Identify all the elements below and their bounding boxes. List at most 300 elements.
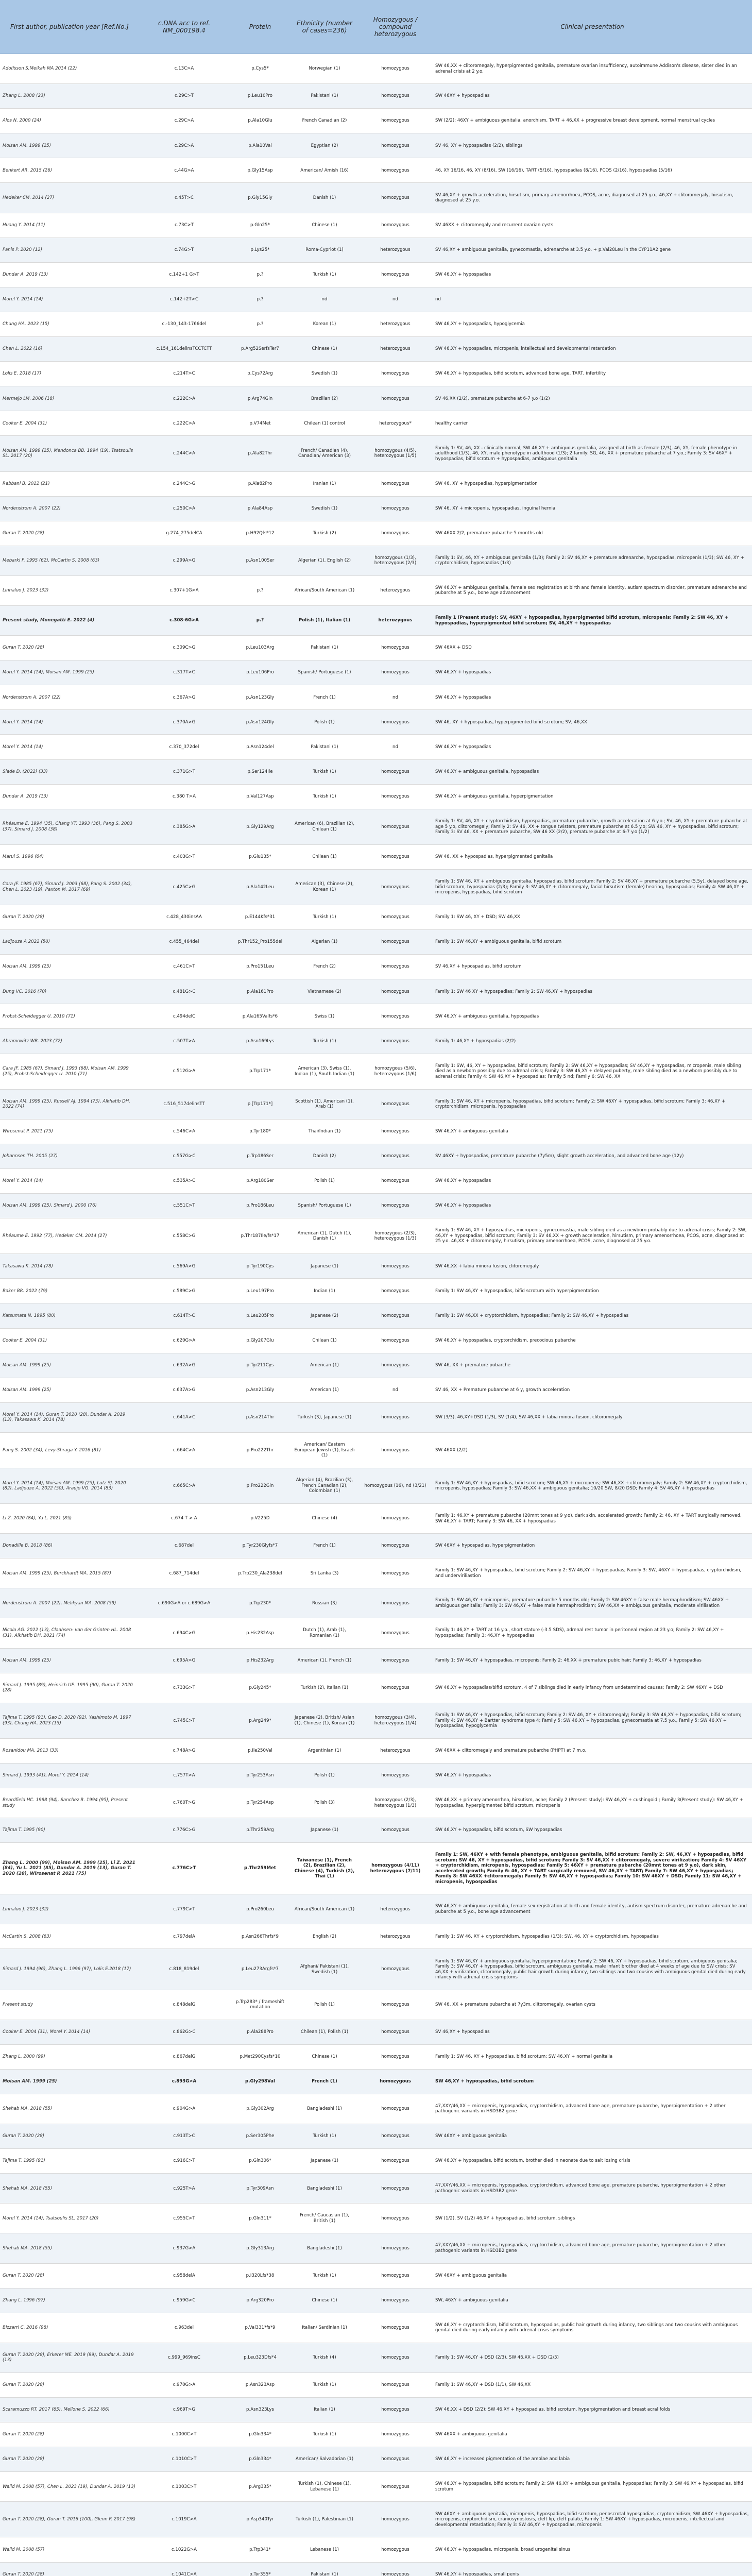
author-cell: Moisan AM. 1999 (25) (0, 1378, 139, 1402)
zygosity-cell: homozygous (2/3), heterozygous (1/3) (358, 1788, 433, 1818)
dna-cell: c.641A>C (139, 1402, 229, 1432)
table-row (0, 287, 752, 312)
author-cell: Dundar A. 2019 (13) (0, 784, 139, 809)
clinical-cell: SV 46,XX (2/2), premature pubarche at 6-7 y.o (1/2) (433, 386, 752, 411)
clinical-cell: SW 46,XY + cryptorchidism, bifid scrotum, hypospadias, public hair growth during infancy, two siblings and two cousins with ambiguous genital died during early infancy with adrenal crisis symptoms (433, 2313, 752, 2343)
protein-cell: p.Leu323Dfs*4 (229, 2343, 291, 2372)
zygosity-cell: homozygous (358, 2263, 433, 2288)
author-cell: Cooker E. 2004 (31) (0, 1328, 139, 1353)
table-row (0, 735, 752, 759)
table-row (0, 1468, 752, 1503)
protein-cell: p.I320Lfs*38 (229, 2263, 291, 2288)
ethnicity-cell: Polish (1) (291, 710, 358, 735)
ethnicity-cell: Turkish (1) (291, 759, 358, 784)
table-row (0, 183, 752, 213)
protein-cell: p.Trp186Ser (229, 1144, 291, 1168)
clinical-cell: Family 1: SW 46, XY + DSD; SW 46,XX (433, 905, 752, 930)
zygosity-cell: homozygous (358, 759, 433, 784)
protein-cell: p.Ser124Ile (229, 759, 291, 784)
zygosity-cell: homozygous (358, 1089, 433, 1119)
table-row (0, 133, 752, 158)
author-cell: Beardfield HC. 1998 (94), Sanchez R. 1994 (95), Present study (0, 1788, 139, 1818)
ethnicity-cell: Korean (1) (291, 312, 358, 336)
clinical-cell: SW 46,XY + hypospadias (433, 1763, 752, 1788)
protein-cell: p.Ala142Leu (229, 869, 291, 905)
table-row (0, 636, 752, 660)
author-cell: Morel Y. 2014 (14) (0, 287, 139, 312)
zygosity-cell: homozygous (5/6), heterozygous (1/6) (358, 1054, 433, 1089)
dna-cell: c.569A>G (139, 1254, 229, 1279)
author-cell: Slade D. (2022) (33) (0, 759, 139, 784)
clinical-cell: Family 1: 46,XY + hypospadias (2/2) (433, 1029, 752, 1054)
header-dna: c.DNA acc to ref. NM_000198.4 (139, 0, 229, 54)
protein-cell: p.Asn266Thrfs*9 (229, 1924, 291, 1949)
author-cell: Linnaluo J. 2023 (32) (0, 1894, 139, 1924)
ethnicity-cell: Pakistani (1) (291, 636, 358, 660)
table-row (0, 109, 752, 133)
dna-cell: c.665C>A (139, 1468, 229, 1503)
clinical-cell: Family 1: SW 46 XY + hypospadias; Family 2: SW 46,XY + hypospadias (433, 979, 752, 1004)
protein-cell: p.Asn323Lys (229, 2397, 291, 2422)
dna-cell: c.385G>A (139, 809, 229, 844)
clinical-cell: SW 46,XY + hypospadias, small penis (433, 2562, 752, 2576)
table-row (0, 1788, 752, 1818)
zygosity-cell: homozygous (1/3), heterozygous (2/3) (358, 546, 433, 575)
ethnicity-cell: French (1) (291, 2069, 358, 2094)
ethnicity-cell: Pakistani (1) (291, 84, 358, 109)
ethnicity-cell: American (1) (291, 1353, 358, 1378)
protein-cell: p.Gln25* (229, 213, 291, 238)
zygosity-cell: homozygous (358, 109, 433, 133)
zygosity-cell: homozygous (358, 1432, 433, 1468)
clinical-cell: Family 1: SV, 46, XY + ambiguous genitalia (1/3); Family 2: SV 46,XY + premature adrenarche, hypospadias, micropenis (1/3); SW 46, XY + cryptorchidism, hypospadias (1/3) (433, 546, 752, 575)
clinical-cell: SW 46, XX + hypospadias, hyperpigmented genitalia (433, 844, 752, 869)
ethnicity-cell: French/ Canadian (4), Canadian/ American (3) (291, 436, 358, 471)
zygosity-cell: homozygous (358, 1763, 433, 1788)
author-cell: Pang S. 2002 (34), Levy-Shraga Y. 2016 (81) (0, 1432, 139, 1468)
clinical-cell: SW 46,XY + hypospadias (433, 1194, 752, 1218)
ethnicity-cell: Turkish (1) (291, 1029, 358, 1054)
table-row (0, 1168, 752, 1193)
author-cell: Walid M. 2008 (57) (0, 2537, 139, 2562)
author-cell: Moisan AM. 1999 (25) (0, 1648, 139, 1673)
table-row (0, 1119, 752, 1144)
zygosity-cell: homozygous (358, 955, 433, 979)
ethnicity-cell: Iranian (1) (291, 471, 358, 496)
table-row (0, 1990, 752, 2020)
ethnicity-cell: Lebanese (1) (291, 2537, 358, 2562)
ethnicity-cell: Thai/Indian (1) (291, 1119, 358, 1144)
protein-cell: p.Arg320Pro (229, 2288, 291, 2313)
author-cell: Wirosenat P. 2021 (75) (0, 1119, 139, 1144)
protein-cell: p.Pro186Leu (229, 1194, 291, 1218)
author-cell: Adolfsson S,Meikah MA 2014 (22) (0, 54, 139, 84)
protein-cell: p.Pro222Thr (229, 1432, 291, 1468)
dna-cell: c.664C>A (139, 1432, 229, 1468)
ethnicity-cell: Swedish (1) (291, 362, 358, 386)
table-row (0, 979, 752, 1004)
ethnicity-cell: Turkish (2), Italian (1) (291, 1673, 358, 1703)
protein-cell: p.? (229, 312, 291, 336)
author-cell: Cara JF. 1985 (67), Simard J. 2003 (68), Pang S. 2002 (34), Chen L. 2023 (19), Paxton M. 2017 (69) (0, 869, 139, 905)
clinical-cell: SW 46,XX + clitoromegaly, hyperpigmented genitalia, premature ovarian insufficiency, autoimmune Addison's disease, sister died in an adrenal crisis at 2 y.o. (433, 54, 752, 84)
author-cell: Li Z. 2020 (84), Yu L. 2021 (85) (0, 1504, 139, 1534)
protein-cell: p.Ala288Pro (229, 2020, 291, 2044)
clinical-cell: SW 46,XY + hypospadias, bifid scrotum, SW hypospadias (433, 1818, 752, 1843)
table-row (0, 905, 752, 930)
clinical-cell: Family 1: SW 46, XY + hypospadias, micropenis, gynecomastia, male sibling died as a newborn probably due to adrenal crisis; Family 2: SW, 46,XY + hypospadias, bifid scrotum; Family 3: SV 46,XX + growth acceleration, hirsutism, primary amenorrhoea, PCOS, acne, diagnosed at 25 y.o. 46,XX + clitoromegaly, hirsutism, primary amenorrhoea, PCOS, acne, diagnosed at 25 y.o. (433, 1218, 752, 1254)
protein-cell: p.His232Asp (229, 1618, 291, 1648)
ethnicity-cell: Pakistani (1) (291, 2562, 358, 2576)
dna-cell: c.29C>A (139, 109, 229, 133)
ethnicity-cell: Japanese (1) (291, 1254, 358, 1279)
zygosity-cell: homozygous (358, 1588, 433, 1618)
dna-cell: c.779C>T (139, 1894, 229, 1924)
table-row (0, 784, 752, 809)
clinical-cell: 46, XY 16/16, 46, XY (8/16), SW (16/16), TART (5/16), hypospadias (8/16), PCOS (2/16), hypospadias (5/16) (433, 158, 752, 183)
ethnicity-cell: Chilean (1) (291, 844, 358, 869)
table-row (0, 546, 752, 575)
zygosity-cell: heterozygous (358, 1894, 433, 1924)
table-body (0, 54, 752, 2576)
zygosity-cell: homozygous (358, 1254, 433, 1279)
table-row (0, 2343, 752, 2372)
protein-cell: p.Thr259Arg (229, 1818, 291, 1843)
author-cell: Moisan AM. 1999 (25), Burckhardt MA. 2015 (87) (0, 1558, 139, 1588)
clinical-cell: SW 46,XY + hypospadias, hypoglycemia (433, 312, 752, 336)
zygosity-cell: homozygous (358, 1402, 433, 1432)
protein-cell: p.Arg74Gln (229, 386, 291, 411)
ethnicity-cell: Chinese (1) (291, 337, 358, 362)
author-cell: Mebarki F. 1995 (62), McCartin S. 2008 (63) (0, 546, 139, 575)
table-row (0, 1303, 752, 1328)
table-row (0, 471, 752, 496)
clinical-cell: SW 46,XY + hypospadias (433, 735, 752, 759)
protein-cell: p.Val331*fs*9 (229, 2313, 291, 2343)
zygosity-cell: homozygous (358, 1119, 433, 1144)
zygosity-cell: homozygous (358, 2204, 433, 2233)
ethnicity-cell: Polish (1) (291, 1990, 358, 2020)
zygosity-cell: heterozygous (358, 312, 433, 336)
protein-cell: p.Gly298Val (229, 2069, 291, 2094)
author-cell: Zhang L. 2000 (99), Moisan AM. 1999 (25), Li Z. 2021 (84), Yu L. 2021 (85), Dundar A. 2019 (13), Guran T. 2020 (28), Wirosenat P. 2021 (75) (0, 1843, 139, 1894)
author-cell: Cooker E. 2004 (31), Morel Y. 2014 (14) (0, 2020, 139, 2044)
table-row (0, 1353, 752, 1378)
author-cell: Rhéaume E. 1992 (77), Hedeker CM. 2014 (27) (0, 1218, 139, 1254)
table-row (0, 496, 752, 521)
dna-cell: c.958delA (139, 2263, 229, 2288)
protein-cell: p.Arg180Ser (229, 1168, 291, 1193)
table-row (0, 1432, 752, 1468)
table-row (0, 1218, 752, 1254)
zygosity-cell: homozygous (358, 2149, 433, 2174)
table-row (0, 2397, 752, 2422)
table-row (0, 605, 752, 635)
author-cell: Abramowitz WB. 2023 (72) (0, 1029, 139, 1054)
ethnicity-cell: Japanese (1) (291, 2149, 358, 2174)
dna-cell: c.620G>A (139, 1328, 229, 1353)
dna-cell: c.999_969insC (139, 2343, 229, 2372)
clinical-cell: SW 46,XY + hypospadias (433, 1168, 752, 1193)
author-cell: Lolis E. 2018 (17) (0, 362, 139, 386)
ethnicity-cell: Dutch (1), Arab (1), Romanian (1) (291, 1618, 358, 1648)
table-row (0, 1402, 752, 1432)
ethnicity-cell: Turkish (1) (291, 2263, 358, 2288)
dna-cell: c.222C>A (139, 411, 229, 436)
zygosity-cell: homozygous (4/5), heterozygous (1/5) (358, 436, 433, 471)
table-row (0, 386, 752, 411)
ethnicity-cell: American (1), Dutch (1), Danish (1) (291, 1218, 358, 1254)
protein-cell: p.Tyr309Asn (229, 2174, 291, 2204)
protein-cell: p.Gly302Arg (229, 2094, 291, 2124)
author-cell: Guran T. 2020 (28) (0, 2562, 139, 2576)
author-cell: Guran T. 2020 (28) (0, 2372, 139, 2397)
author-cell: Rosanidou MA. 2013 (33) (0, 1738, 139, 1763)
author-cell: Hedeker CM. 2014 (27) (0, 183, 139, 213)
clinical-cell: SV 46, XX + Premature pubarche at 6 y, growth acceleration (433, 1378, 752, 1402)
author-cell: Dung VC. 2016 (70) (0, 979, 139, 1004)
ethnicity-cell: Turkish (2) (291, 521, 358, 546)
clinical-cell: SW 46,XY + hypospadias, micropenis, intellectual and developmental retardation (433, 337, 752, 362)
clinical-cell: 47,XXY/46,XX + micropenis, hypospadias, cryptorchidism, advanced bone age, premature pubarche, hyperpigmentation + 2 other pathogenic variants in HSD3B2 gene (433, 2094, 752, 2124)
clinical-cell: SW 46,XY + hypospadias (433, 660, 752, 685)
clinical-cell: Family 1: SW 46,XY + hypospadias, bifid scrotum; SW 46,XY + micropenis; SW 46,XX + clitoromegaly; Family 2: SW 46,XY + cryptorchidism, micropenis, hypospadias; Family 3: SW 46,XX + ambiguous genitalia; 10/20 SW, 8/20 DSD; Family 4: SV 46,XY + hypospadias (433, 1468, 752, 1503)
dna-cell: c.299A>G (139, 546, 229, 575)
protein-cell: p.Leu106Pro (229, 660, 291, 685)
table-row (0, 436, 752, 471)
dna-cell: c.589C>G (139, 1279, 229, 1303)
zygosity-cell: homozygous (358, 2447, 433, 2472)
header-ethnicity: Ethnicity (number of cases=236) (291, 0, 358, 54)
author-cell: Guran T. 2020 (28) (0, 2447, 139, 2472)
protein-cell: p.? (229, 605, 291, 635)
protein-cell: p.Tyr230Glyfs*7 (229, 1534, 291, 1558)
dna-cell: c.317T>C (139, 660, 229, 685)
dna-cell: c.367A>G (139, 685, 229, 710)
dna-cell: c.507T>A (139, 1029, 229, 1054)
ethnicity-cell: Chinese (1) (291, 213, 358, 238)
ethnicity-cell: nd (291, 287, 358, 312)
protein-cell: p.Gln334* (229, 2422, 291, 2447)
clinical-cell: Family 1: SW 46,XX + cryptorchidism, hypospadias; Family 2: SW 46,XY + hypospadias (433, 1303, 752, 1328)
author-cell: Mermejo LM. 2006 (18) (0, 386, 139, 411)
dna-cell: c.862G>C (139, 2020, 229, 2044)
clinical-cell: SV 46XX + clitoromegaly and recurrent ovarian cysts (433, 213, 752, 238)
protein-cell: p.Gln334* (229, 2447, 291, 2472)
author-cell: Cara JF. 1985 (67), Simard J. 1993 (68), Moisan AM. 1999 (25), Probst-Scheidegger U. 2010 (71) (0, 1054, 139, 1089)
zygosity-cell: homozygous (358, 809, 433, 844)
table-row (0, 1673, 752, 1703)
author-cell: Morel Y. 2014 (14), Moisan AM. 1999 (25) (0, 660, 139, 685)
protein-cell: p.Gln311* (229, 2204, 291, 2233)
author-cell: Nordenstrom A. 2007 (22) (0, 496, 139, 521)
zygosity-cell: homozygous (358, 1648, 433, 1673)
zygosity-cell: homozygous (358, 1990, 433, 2020)
protein-cell: p.[Trp171*] (229, 1089, 291, 1119)
zygosity-cell: homozygous (358, 1949, 433, 1990)
zygosity-cell: homozygous (358, 1353, 433, 1378)
protein-cell: p.Gly313Arg (229, 2233, 291, 2263)
author-cell: Moisan AM. 1999 (25), Russell AJ. 1994 (73), Alkhatib DH. 2022 (74) (0, 1089, 139, 1119)
clinical-cell: SW 46,XY + ambiguous genitalia, hyperpigmentation (433, 784, 752, 809)
dna-cell: c.29C>A (139, 133, 229, 158)
table-row (0, 685, 752, 710)
dna-cell: c.959G>C (139, 2288, 229, 2313)
dna-cell: c.73C>T (139, 213, 229, 238)
protein-cell: p.Asn323Asp (229, 2372, 291, 2397)
zygosity-cell: homozygous (358, 2313, 433, 2343)
dna-cell: c.403G>T (139, 844, 229, 869)
zygosity-cell: homozygous (358, 1144, 433, 1168)
table-row (0, 2149, 752, 2174)
author-cell: Baker BR. 2022 (79) (0, 1279, 139, 1303)
protein-cell: p.Gln306* (229, 2149, 291, 2174)
protein-cell: p.? (229, 262, 291, 287)
table-row (0, 1254, 752, 1279)
table-row (0, 54, 752, 84)
zygosity-cell: homozygous (358, 1504, 433, 1534)
ethnicity-cell: Chinese (4) (291, 1504, 358, 1534)
zygosity-cell: homozygous (358, 784, 433, 809)
clinical-cell: SW 46XY + hypospadias, hyperpigmentation (433, 1534, 752, 1558)
clinical-cell: SW 46XY + ambiguous genitalia, micropenis, hypospadias, bifid scrotum, penoscrotal hypospadias, cryptorchidism; SW 46XY + hypospadias, micropenis, cryptorchidism, craniosynostosis, cleft lip, cleft palate, Family 1: SW 46XY + hypospadias, micropenis, intellectual and developmental retardation; Family 3: SW 46,XY + hypospadias, micropenis (433, 2502, 752, 2537)
zygosity-cell: homozygous (358, 660, 433, 685)
zygosity-cell: homozygous (358, 1279, 433, 1303)
author-cell: Simard J. 1994 (96), Zhang L. 1996 (97), Lolis E.2018 (17) (0, 1949, 139, 1990)
dna-cell: c.1000C>T (139, 2422, 229, 2447)
table-row (0, 1648, 752, 1673)
zygosity-cell: homozygous (358, 1818, 433, 1843)
clinical-cell: Family 1: SV, 46, XY + cryptorchidism, hypospadias, premature pubarche, growth acceleration at 6 y.o.; SV, 46, XY + premature pubarche at age 5 y.o, clitoromegaly; Family 2: SV 46, XX + tongue twisters, premature pubarche at 6.5 y.o; SW 46, XY + hypospadias, bifid scrotum; Family 3: SV 46, XX + premature pubarche, SW 46 XX (2/2), premature pubarche at 6-7 y.o (1/2) (433, 809, 752, 844)
dna-cell: c.29C>T (139, 84, 229, 109)
zygosity-cell: homozygous (358, 2472, 433, 2502)
ethnicity-cell: Taiwanese (1), French (2), Brazilian (2), Chinese (4), Turkish (2), Thai (1) (291, 1843, 358, 1894)
author-cell: Cooker E. 2004 (31) (0, 411, 139, 436)
protein-cell: p.Asn169Lys (229, 1029, 291, 1054)
ethnicity-cell: Turkish (4) (291, 2343, 358, 2372)
table-row (0, 312, 752, 336)
protein-cell: p.Cys5* (229, 54, 291, 84)
ethnicity-cell: African/South American (1) (291, 575, 358, 605)
table-row (0, 1738, 752, 1763)
protein-cell: p.? (229, 287, 291, 312)
author-cell: Alos N. 2000 (24) (0, 109, 139, 133)
table-row (0, 1504, 752, 1534)
clinical-cell: SW 46,XX + DSD (2/2); SW 46,XY + hypospadias, bifid scrotum, hyperpigmentation and breast acral folds (433, 2397, 752, 2422)
zygosity-cell: homozygous (358, 2020, 433, 2044)
zygosity-cell: nd (358, 1378, 433, 1402)
table-row (0, 1004, 752, 1029)
clinical-cell: SW 46XX + ambiguous genitalia (433, 2422, 752, 2447)
zygosity-cell: homozygous (358, 2343, 433, 2372)
dna-cell: c.558C>G (139, 1218, 229, 1254)
ethnicity-cell: Bangladeshi (1) (291, 2094, 358, 2124)
dna-cell: c.551C>T (139, 1194, 229, 1218)
clinical-cell: SW 46XY + ambiguous genitalia (433, 2263, 752, 2288)
table-row (0, 2174, 752, 2204)
protein-cell: p.Met290Cysfs*10 (229, 2044, 291, 2069)
zygosity-cell: homozygous (358, 2422, 433, 2447)
zygosity-cell: homozygous (358, 386, 433, 411)
table-row (0, 759, 752, 784)
zygosity-cell: homozygous (358, 2562, 433, 2576)
clinical-cell: SW 46XY + hypospadias (433, 84, 752, 109)
header-clinical: Clinical presentation (433, 0, 752, 54)
ethnicity-cell: Swiss (1) (291, 1004, 358, 1029)
ethnicity-cell: Danish (2) (291, 1144, 358, 1168)
zygosity-cell: homozygous (358, 710, 433, 735)
clinical-cell: SW 46XX (2/2) (433, 1432, 752, 1468)
author-cell: Marui S. 1996 (64) (0, 844, 139, 869)
dna-cell: c.425C>G (139, 869, 229, 905)
ethnicity-cell: American (1), French (1) (291, 1648, 358, 1673)
dna-cell: c.970G>A (139, 2372, 229, 2397)
table-row (0, 2263, 752, 2288)
table-row (0, 1588, 752, 1618)
zygosity-cell: homozygous (358, 54, 433, 84)
ethnicity-cell: French (1) (291, 685, 358, 710)
author-cell: Takasawa K. 2014 (78) (0, 1254, 139, 1279)
protein-cell: p.Tyr355* (229, 2562, 291, 2576)
clinical-cell: SV 46,XY + hypospadias, bifid scrotum (433, 955, 752, 979)
zygosity-cell: heterozygous (358, 337, 433, 362)
zygosity-cell: homozygous (358, 1618, 433, 1648)
clinical-cell: Family 1: 46,XY + TART at 16 y.o., short stature (-3.5 SDS), adrenal rest tumor in peritoneal region at 23 y.o; Family 2: SW 46,XY + hypospadias; Family 3: 46,XY + hypospadias (433, 1618, 752, 1648)
protein-cell: p.Trp230* (229, 1588, 291, 1618)
protein-cell: p.Thr187Ile/fs*17 (229, 1218, 291, 1254)
table-row (0, 158, 752, 183)
protein-cell: p.Asn124del (229, 735, 291, 759)
table-row (0, 2472, 752, 2502)
dna-cell: c.916C>T (139, 2149, 229, 2174)
clinical-cell: Family 1: 46,XY + premature pubarche (20mnt tones at 9 y.o), dark skin, accelerated growth; Family 2: 46, XY + TART surgically removed, SW 46,XY + TART; Family 3: SW 46, XX + hypospadias (433, 1504, 752, 1534)
clinical-cell: SW 46,XY + hypospadias, cryptorchidism, precocious pubarche (433, 1328, 752, 1353)
table-row (0, 2233, 752, 2263)
clinical-cell: nd (433, 287, 752, 312)
protein-cell: p.Ala84Asp (229, 496, 291, 521)
zygosity-cell: homozygous (358, 1029, 433, 1054)
protein-cell: p.Pro151Leu (229, 955, 291, 979)
ethnicity-cell: Turkish (1) (291, 2124, 358, 2149)
author-cell: Fanis P. 2020 (12) (0, 238, 139, 262)
clinical-cell: SW 46,XY + ambiguous genitalia, female sex registration at birth and female identity, autism spectrum disorder, premature adrenarche and pubarche at 5 y.o., bone age advancement (433, 1894, 752, 1924)
zygosity-cell: homozygous (358, 2397, 433, 2422)
zygosity-cell: homozygous (358, 905, 433, 930)
ethnicity-cell: Chilean (1) (291, 1328, 358, 1353)
zygosity-cell: homozygous (358, 2124, 433, 2149)
clinical-cell: SW 46,XY + hypospadias, bifid scrotum (433, 2069, 752, 2094)
clinical-cell: SW (3/3), 46,XY+DSD (1/3), SV (1/4), SW 46,XX + labia minora fusion, clitoromegaly (433, 1402, 752, 1432)
ethnicity-cell: Bangladeshi (1) (291, 2233, 358, 2263)
zygosity-cell: homozygous (358, 2044, 433, 2069)
dna-cell: c.687_714del (139, 1558, 229, 1588)
zygosity-cell: homozygous (358, 262, 433, 287)
table-row (0, 1618, 752, 1648)
zygosity-cell: homozygous (358, 1168, 433, 1193)
dna-cell: c.969T>G (139, 2397, 229, 2422)
table-row (0, 238, 752, 262)
ethnicity-cell: English (2) (291, 1924, 358, 1949)
clinical-cell: Family 1: SW 46,XY + hypospadias, bifid scrotum; Family 2: SW 46, XY + clitoromegaly; Family 3: SW 46,XY + hypospadias, bifid scrotum; Family 4: SW 46,XY + Bartter syndrome type 4; Family 5: SW 46,XY + hypospadias, gynecomastia at 7.5 y.o., Family 5: SW 46,XY + hypospadias, hypoglycemia (433, 1703, 752, 1738)
ethnicity-cell: Polish (3) (291, 1788, 358, 1818)
dna-cell: c.244C>A (139, 436, 229, 471)
table-row (0, 1054, 752, 1089)
zygosity-cell: homozygous (358, 362, 433, 386)
author-cell: Moisan AM. 1999 (25) (0, 2069, 139, 2094)
author-cell: Dundar A. 2019 (13) (0, 262, 139, 287)
dna-cell: c.904G>A (139, 2094, 229, 2124)
table-row (0, 1894, 752, 1924)
